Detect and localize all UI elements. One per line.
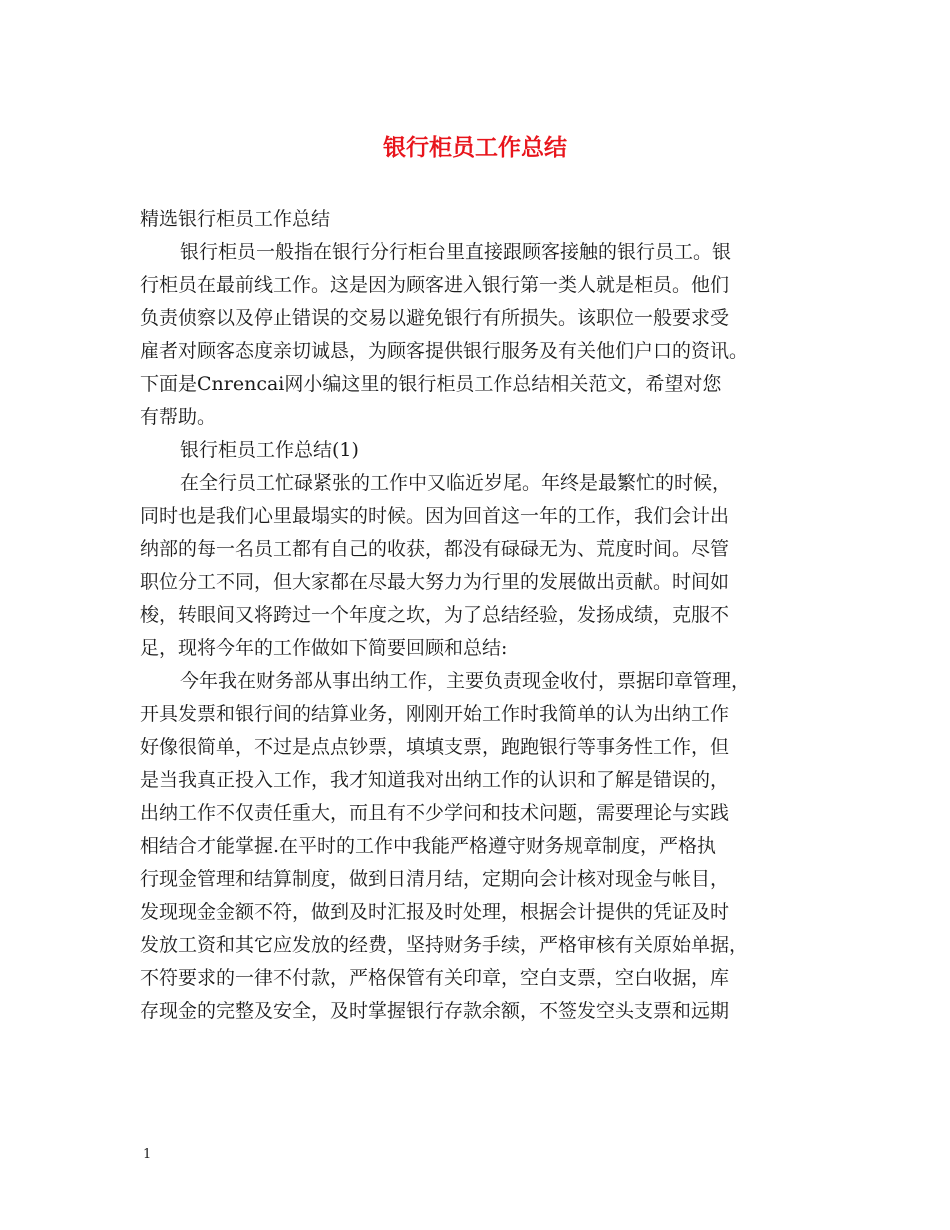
text-line: 足，现将今年的工作做如下简要回顾和总结:	[140, 637, 508, 659]
text-line: 好像很简单，不过是点点钞票，填填支票，跑跑银行等事务性工作，但	[140, 736, 730, 758]
document-title: 银行柜员工作总结	[383, 135, 567, 161]
text-line: 负责侦察以及停止错误的交易以避免银行有所损失。该职位一般要求受	[140, 307, 730, 329]
text-line: 发现现金金额不符，做到及时汇报及时处理，根据会计提供的凭证及时	[140, 901, 730, 923]
page-number: 1	[143, 1147, 152, 1162]
text-line: 出纳工作不仅责任重大，而且有不少学问和技术问题，需要理论与实践	[140, 802, 730, 824]
text-line: 不符要求的一律不付款，严格保管有关印章，空白支票，空白收据，库	[140, 967, 730, 989]
text-line: 存现金的完整及安全，及时掌握银行存款余额，不签发空头支票和远期	[140, 1000, 730, 1022]
text-line: 行柜员在最前线工作。这是因为顾客进入银行第一类人就是柜员。他们	[140, 274, 730, 296]
text-line: 今年我在财务部从事出纳工作，主要负责现金收付，票据印章管理，	[180, 670, 751, 692]
text-line: 在全行员工忙碌紧张的工作中又临近岁尾。年终是最繁忙的时候，	[180, 472, 732, 494]
text-line: 梭，转眼间又将跨过一个年度之坎，为了总结经验，发扬成绩，克服不	[140, 604, 730, 626]
text-line: 银行柜员一般指在银行分行柜台里直接跟顾客接触的银行员工。银	[180, 241, 732, 263]
text-line: 精选银行柜员工作总结	[140, 208, 331, 230]
text-line: 有帮助。	[140, 406, 217, 428]
text-line: 相结合才能掌握.在平时的工作中我能严格遵守财务规章制度，严格执	[140, 835, 717, 857]
text-line: 同时也是我们心里最塌实的时候。因为回首这一年的工作，我们会计出	[140, 505, 730, 527]
text-line: 银行柜员工作总结(1)	[180, 439, 359, 461]
text-line: 雇者对顾客态度亲切诚恳，为顾客提供银行服务及有关他们户口的资讯。	[140, 340, 749, 362]
text-line: 发放工资和其它应发放的经费，坚持财务手续，严格审核有关原始单据，	[140, 934, 749, 956]
text-line: 下面是Cnrencai网小编这里的银行柜员工作总结相关范文，希望对您	[140, 373, 722, 395]
text-line: 是当我真正投入工作，我才知道我对出纳工作的认识和了解是错误的，	[140, 769, 730, 791]
document-body	[140, 203, 812, 1028]
text-line: 职位分工不同，但大家都在尽最大努力为行里的发展做出贡献。时间如	[140, 571, 730, 593]
text-line: 纳部的每一名员工都有自己的收获，都没有碌碌无为、荒度时间。尽管	[140, 538, 730, 560]
text-line: 开具发票和银行间的结算业务，刚刚开始工作时我简单的认为出纳工作	[140, 703, 730, 725]
text-line: 行现金管理和结算制度，做到日清月结，定期向会计核对现金与帐目，	[140, 868, 730, 890]
